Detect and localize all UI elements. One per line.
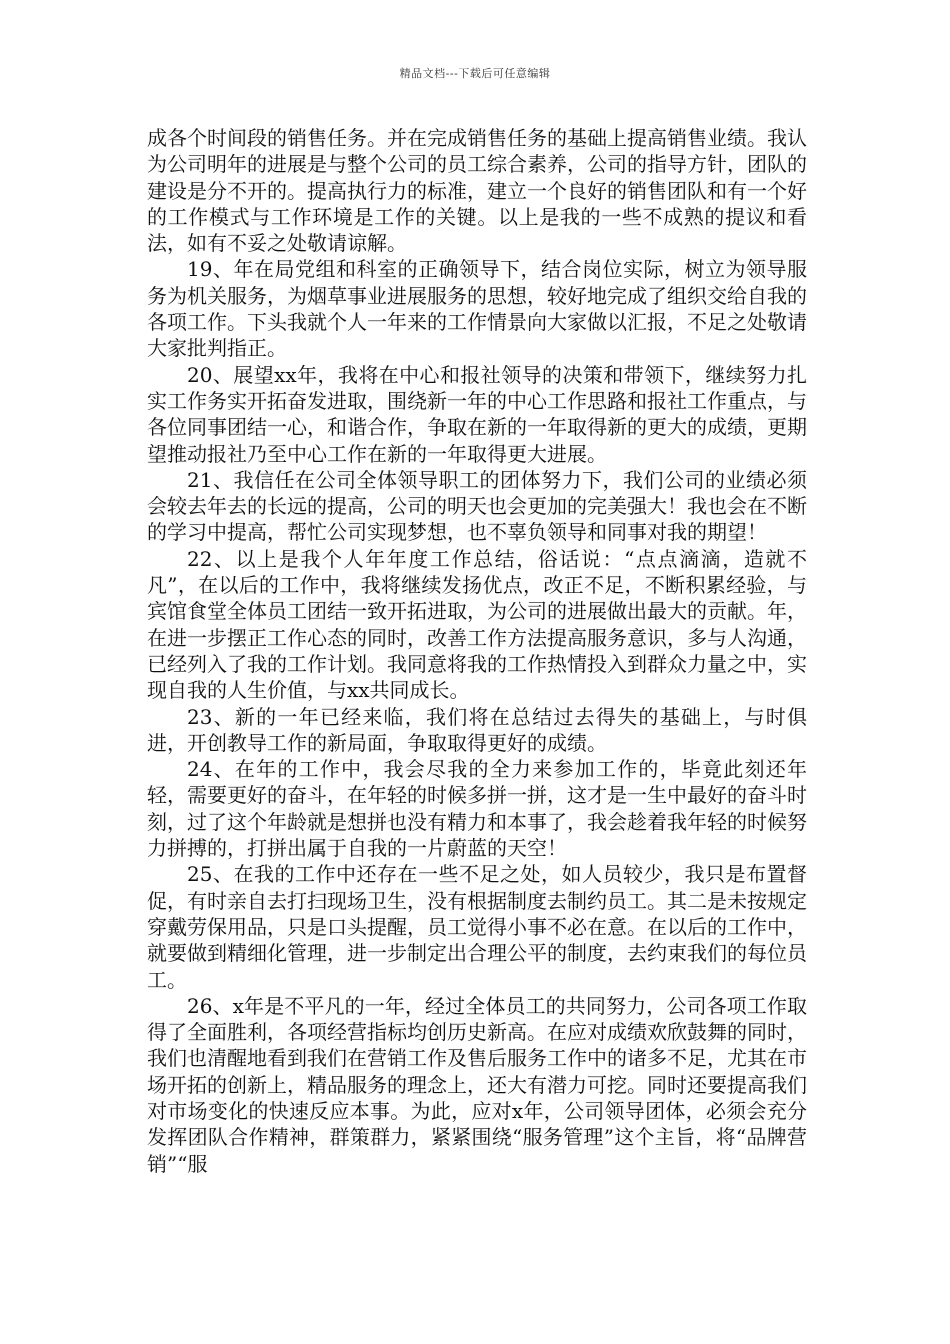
page-header: 精品文档---下载后可任意编辑 (399, 67, 551, 80)
document-body (147, 125, 807, 1177)
paragraph-23: 23、新的一年已经来临，我们将在总结过去得失的基础上，与时俱进，开创教导工作的新局面，争取取得更好的成绩。 (147, 704, 807, 755)
paragraph-22: 22、以上是我个人年年度工作总结，俗话说：“点点滴滴，造就不凡”，在以后的工作中，我将继续发扬优点，改正不足，不断积累经验，与宾馆食堂全体员工团结一致开拓进取，为公司的进展做出最大的贡献。年，在进一步摆正工作心态的同时，改善工作方法提高服务意识，多与人沟通，已经列入了我的工作计划。我同意将我的工作热情投入到群众力量之中，实现自我的人生价值，与xx共同成长。 (147, 546, 807, 703)
paragraph-21: 21、我信任在公司全体领导职工的团体努力下，我们公司的业绩必须会较去年去的长远的提高，公司的明天也会更加的完美强大！我也会在不断的学习中提高，帮忙公司实现梦想，也不辜负领导和同事对我的期望！ (147, 467, 807, 545)
paragraph-20: 20、展望xx年，我将在中心和报社领导的决策和带领下，继续努力扎实工作务实开拓奋发进取，围绕新一年的中心工作思路和报社工作重点，与各位同事团结一心，和谐合作，争取在新的一年取得新的更大的成绩，更期望推动报社乃至中心工作在新的一年取得更大进展。 (147, 362, 807, 466)
paragraph-24: 24、在年的工作中，我会尽我的全力来参加工作的，毕竟此刻还年轻，需要更好的奋斗，在年轻的时候多拼一拼，这才是一生中最好的奋斗时刻，过了这个年龄就是想拼也没有精力和本事了，我会趁着我年轻的时候努力拼搏的，打拼出属于自我的一片蔚蓝的天空！ (147, 757, 807, 861)
paragraph-1: 成各个时间段的销售任务。并在完成销售任务的基础上提高销售业绩。我认为公司明年的进展是与整个公司的员工综合素养，公司的指导方针，团队的建设是分不开的。提高执行力的标准，建立一个良好的销售团队和有一个好的工作模式与工作环境是工作的关键。以上是我的一些不成熟的提议和看法，如有不妥之处敬请谅解。 (147, 126, 807, 256)
paragraph-19: 19、年在局党组和科室的正确领导下，结合岗位实际，树立为领导服务为机关服务，为烟草事业进展服务的思想，较好地完成了组织交给自我的各项工作。下头我就个人一年来的工作情景向大家做以汇报，不足之处敬请大家批判指正。 (147, 257, 807, 361)
paragraph-26: 26、x年是不平凡的一年，经过全体员工的共同努力，公司各项工作取得了全面胜利，各项经营指标均创历史新高。在应对成绩欢欣鼓舞的同时，我们也清醒地看到我们在营销工作及售后服务工作中的诸多不足，尤其在市场开拓的创新上，精品服务的理念上，还大有潜力可挖。同时还要提高我们对市场变化的快速反应本事。为此，应对x年，公司领导团体，必须会充分发挥团队合作精神，群策群力，紧紧围绕“服务管理”这个主旨，将“品牌营销”“服 (147, 993, 807, 1176)
paragraph-25: 25、在我的工作中还存在一些不足之处，如人员较少，我只是布置督促，有时亲自去打扫现场卫生，没有根据制度去制约员工。其二是未按规定穿戴劳保用品，只是口头提醒，员工觉得小事不必在意。在以后的工作中，就要做到精细化管理，进一步制定出合理公平的制度，去约束我们的每位员工。 (147, 862, 807, 992)
